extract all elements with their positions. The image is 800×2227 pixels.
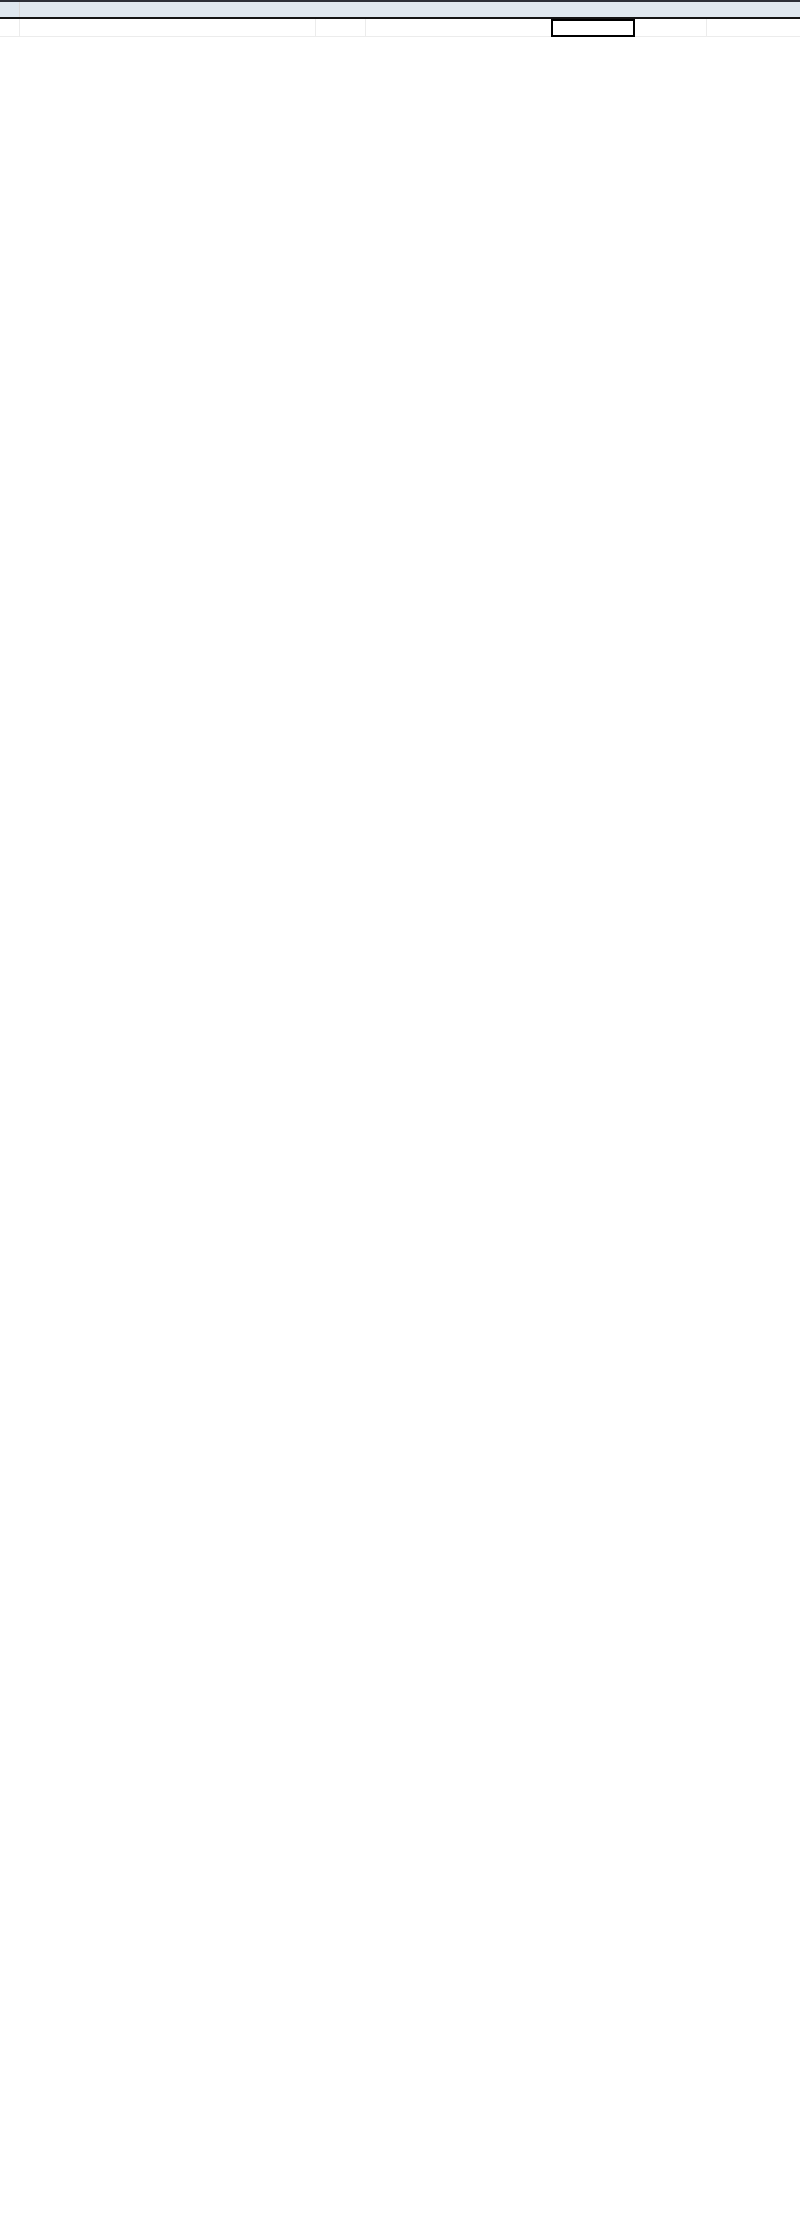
col-header-main-count[interactable] (635, 2, 707, 17)
col-header-freq-quotes[interactable] (469, 2, 551, 17)
col-header-key-phrase[interactable] (20, 2, 316, 17)
empty-cell[interactable] (0, 19, 20, 36)
empty-cell[interactable] (635, 19, 707, 36)
sum-value-cell[interactable] (551, 19, 635, 37)
col-header-number[interactable] (0, 2, 20, 17)
col-header-freq-excl[interactable] (551, 2, 635, 17)
col-header-competition[interactable] (316, 2, 366, 17)
empty-cell[interactable] (316, 19, 366, 36)
summary-row (0, 19, 800, 37)
col-header-freq-base[interactable] (366, 2, 469, 17)
empty-cell[interactable] (20, 19, 316, 36)
col-header-occurrences[interactable] (707, 2, 800, 17)
table-header-row (0, 0, 800, 18)
sum-label-cell (366, 19, 551, 36)
empty-cell[interactable] (707, 19, 800, 36)
